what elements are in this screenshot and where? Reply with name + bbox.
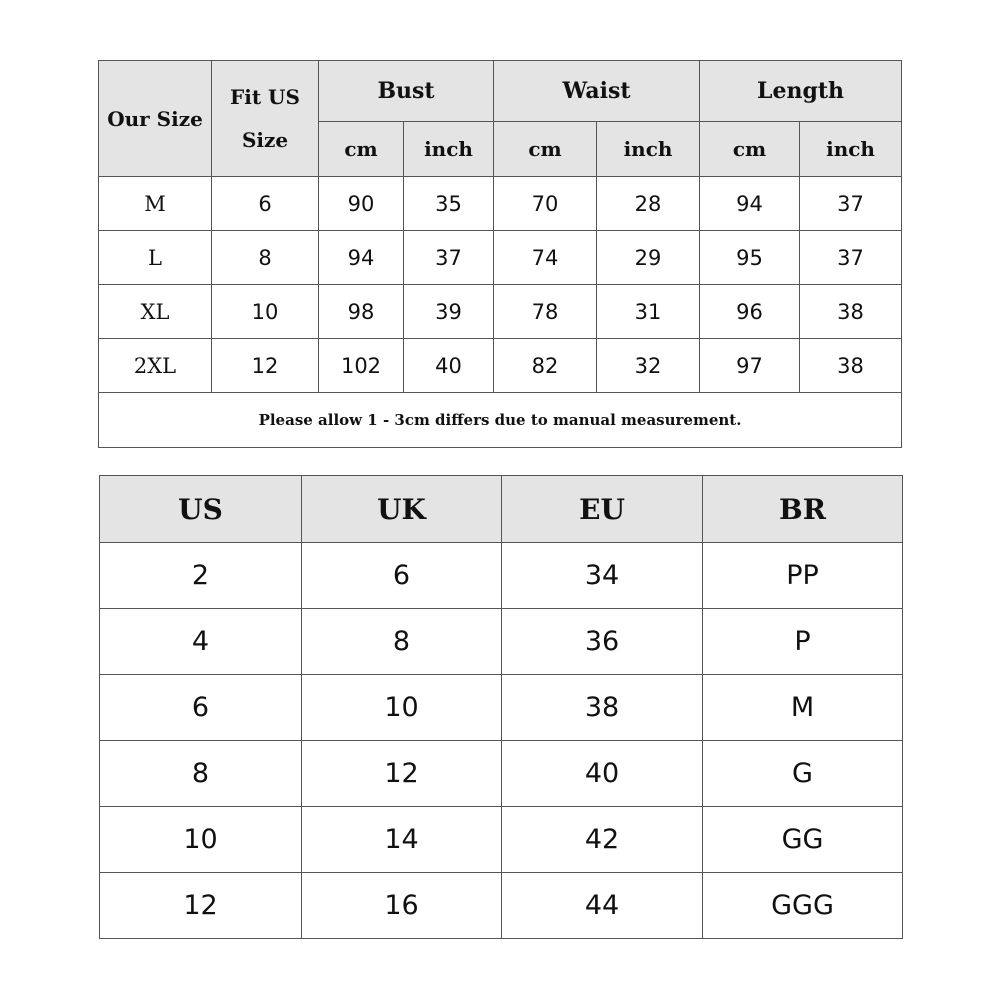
br-cell: P [703, 609, 903, 675]
size-measurement-table [98, 60, 902, 448]
table-row [99, 231, 902, 285]
us-cell: 6 [100, 675, 302, 741]
header-bust: Bust [319, 61, 494, 122]
uk-cell: 6 [302, 543, 502, 609]
table-row [100, 873, 903, 939]
table-row [99, 177, 902, 231]
table-row [100, 741, 903, 807]
table-row [99, 339, 902, 393]
uk-cell: 12 [302, 741, 502, 807]
header-length: Length [700, 61, 902, 122]
length-inch-cell: 37 [800, 231, 902, 285]
table-row [99, 285, 902, 339]
eu-cell: 38 [502, 675, 703, 741]
fit-us-cell: 8 [212, 231, 319, 285]
length-cm-cell: 97 [700, 339, 800, 393]
header-us: US [100, 476, 302, 543]
header-fit-us-line1: Fit US [230, 84, 300, 109]
length-cm-cell: 96 [700, 285, 800, 339]
header-fit-us-size [212, 61, 319, 177]
our-size-cell: L [99, 231, 212, 285]
us-cell: 2 [100, 543, 302, 609]
table-row [100, 675, 903, 741]
us-cell: 8 [100, 741, 302, 807]
header-bust-cm: cm [319, 122, 404, 177]
length-cm-cell: 94 [700, 177, 800, 231]
header-waist: Waist [494, 61, 700, 122]
bust-inch-cell: 39 [404, 285, 494, 339]
br-cell: GGG [703, 873, 903, 939]
header-br: BR [703, 476, 903, 543]
uk-cell: 14 [302, 807, 502, 873]
table-row [100, 609, 903, 675]
uk-cell: 8 [302, 609, 502, 675]
header-length-inch: inch [800, 122, 902, 177]
fit-us-cell: 6 [212, 177, 319, 231]
table-row [100, 807, 903, 873]
waist-inch-cell: 29 [597, 231, 700, 285]
bust-inch-cell: 40 [404, 339, 494, 393]
header-uk: UK [302, 476, 502, 543]
fit-us-cell: 12 [212, 339, 319, 393]
uk-cell: 10 [302, 675, 502, 741]
us-cell: 10 [100, 807, 302, 873]
waist-cm-cell: 70 [494, 177, 597, 231]
waist-inch-cell: 28 [597, 177, 700, 231]
br-cell: G [703, 741, 903, 807]
header-eu: EU [502, 476, 703, 543]
us-cell: 12 [100, 873, 302, 939]
waist-cm-cell: 78 [494, 285, 597, 339]
waist-cm-cell: 74 [494, 231, 597, 285]
length-inch-cell: 37 [800, 177, 902, 231]
measurement-note: Please allow 1 - 3cm differs due to manual measurement. [99, 393, 902, 448]
bust-inch-cell: 35 [404, 177, 494, 231]
eu-cell: 36 [502, 609, 703, 675]
fit-us-cell: 10 [212, 285, 319, 339]
length-inch-cell: 38 [800, 339, 902, 393]
length-cm-cell: 95 [700, 231, 800, 285]
header-our-size: Our Size [99, 61, 212, 177]
header-waist-inch: inch [597, 122, 700, 177]
bust-cm-cell: 94 [319, 231, 404, 285]
our-size-cell: M [99, 177, 212, 231]
length-inch-cell: 38 [800, 285, 902, 339]
waist-inch-cell: 32 [597, 339, 700, 393]
bust-inch-cell: 37 [404, 231, 494, 285]
br-cell: M [703, 675, 903, 741]
eu-cell: 40 [502, 741, 703, 807]
header-waist-cm: cm [494, 122, 597, 177]
br-cell: PP [703, 543, 903, 609]
our-size-cell: 2XL [99, 339, 212, 393]
header-fit-us-line2: Size [241, 127, 289, 152]
br-cell: GG [703, 807, 903, 873]
waist-inch-cell: 31 [597, 285, 700, 339]
uk-cell: 16 [302, 873, 502, 939]
eu-cell: 34 [502, 543, 703, 609]
us-cell: 4 [100, 609, 302, 675]
table-row [100, 543, 903, 609]
header-length-cm: cm [700, 122, 800, 177]
header-bust-inch: inch [404, 122, 494, 177]
bust-cm-cell: 90 [319, 177, 404, 231]
bust-cm-cell: 102 [319, 339, 404, 393]
our-size-cell: XL [99, 285, 212, 339]
waist-cm-cell: 82 [494, 339, 597, 393]
eu-cell: 42 [502, 807, 703, 873]
bust-cm-cell: 98 [319, 285, 404, 339]
eu-cell: 44 [502, 873, 703, 939]
size-conversion-table [99, 475, 903, 939]
